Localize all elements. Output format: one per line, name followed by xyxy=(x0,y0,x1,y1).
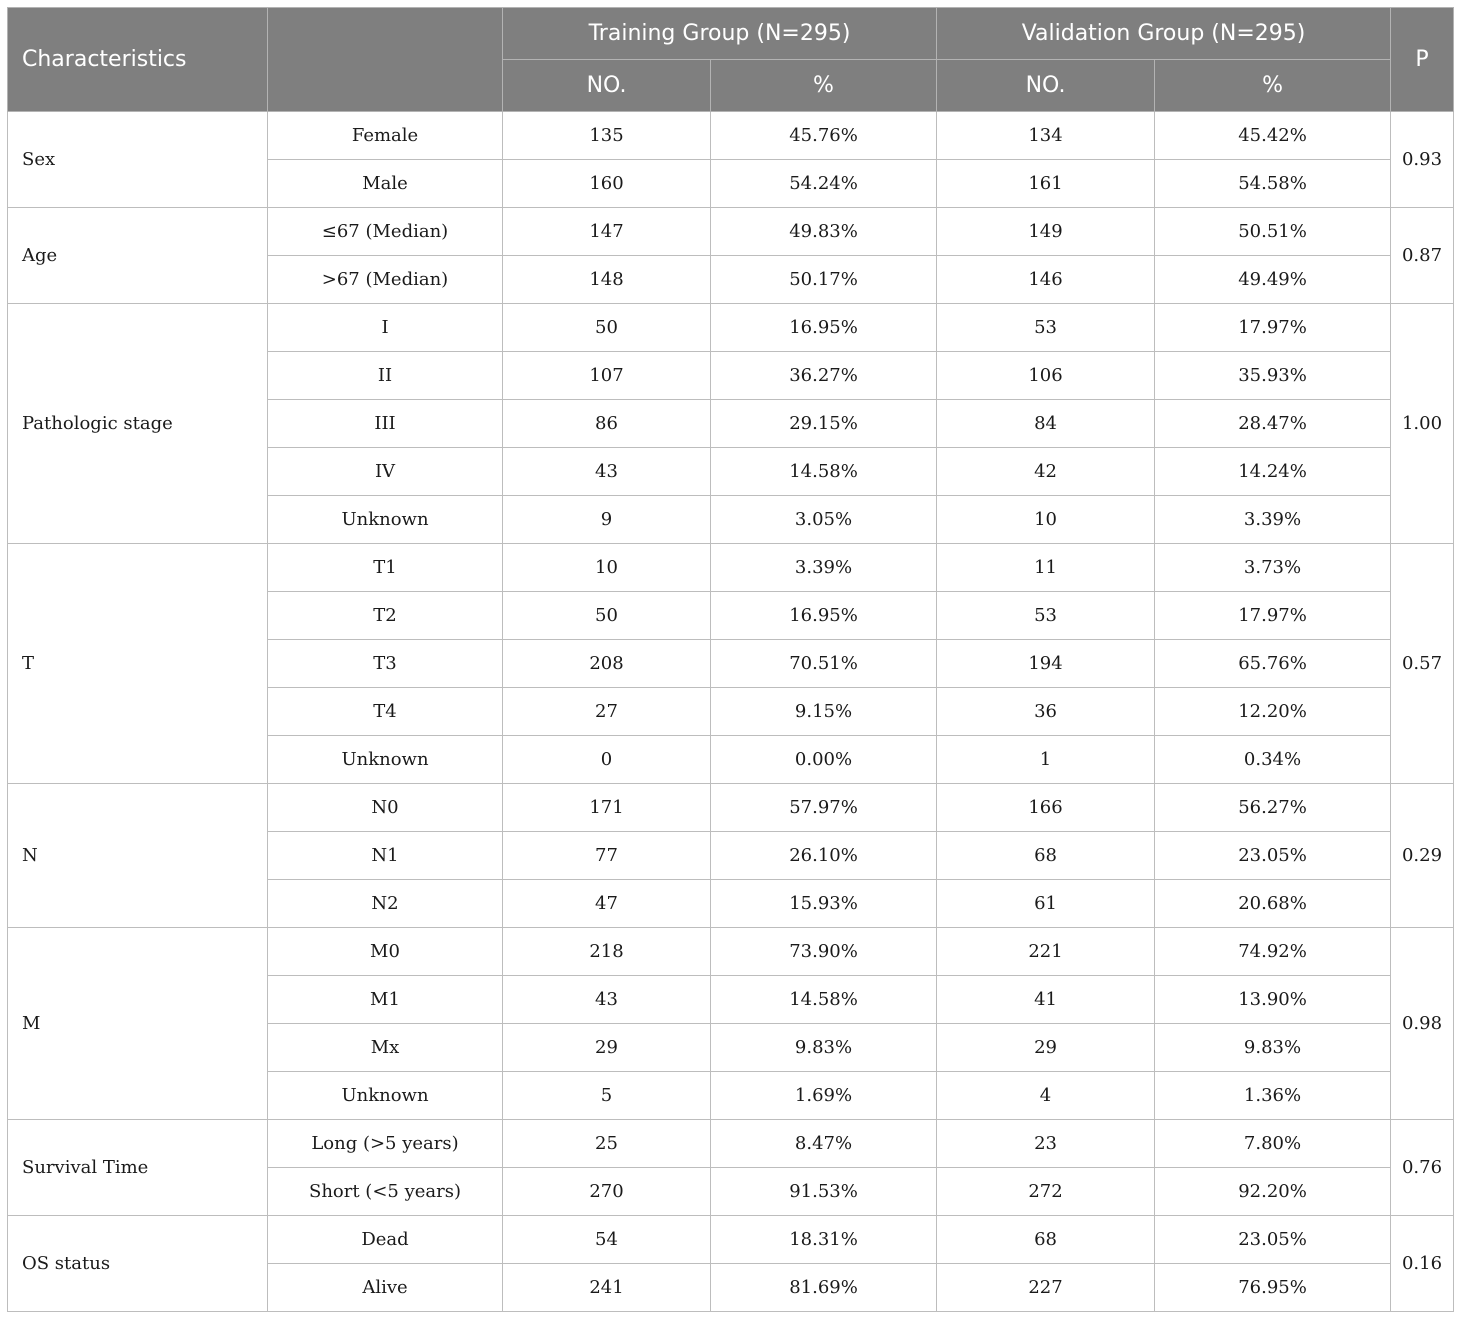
p-value: 0.98 xyxy=(1391,928,1454,1120)
training-no: 77 xyxy=(503,832,711,880)
validation-no: 11 xyxy=(937,544,1155,592)
header-blank xyxy=(268,8,503,112)
category-label: Mx xyxy=(268,1024,503,1072)
category-label: N2 xyxy=(268,880,503,928)
category-label: M1 xyxy=(268,976,503,1024)
category-label: Short (<5 years) xyxy=(268,1168,503,1216)
training-no: 47 xyxy=(503,880,711,928)
validation-no: 10 xyxy=(937,496,1155,544)
p-value: 0.76 xyxy=(1391,1120,1454,1216)
training-pct: 16.95% xyxy=(711,592,937,640)
training-pct: 91.53% xyxy=(711,1168,937,1216)
category-label: Unknown xyxy=(268,736,503,784)
p-value: 0.16 xyxy=(1391,1216,1454,1312)
validation-pct: 17.97% xyxy=(1155,592,1391,640)
training-pct: 3.05% xyxy=(711,496,937,544)
validation-pct: 65.76% xyxy=(1155,640,1391,688)
header-p: P xyxy=(1391,8,1454,112)
validation-no: 1 xyxy=(937,736,1155,784)
table-header xyxy=(8,8,1454,112)
validation-no: 146 xyxy=(937,256,1155,304)
category-label: T4 xyxy=(268,688,503,736)
characteristic-name: Survival Time xyxy=(8,1120,268,1216)
category-label: Unknown xyxy=(268,496,503,544)
table-row xyxy=(8,208,1454,256)
category-label: N1 xyxy=(268,832,503,880)
validation-pct: 28.47% xyxy=(1155,400,1391,448)
validation-pct: 7.80% xyxy=(1155,1120,1391,1168)
header-training-no: NO. xyxy=(503,60,711,112)
validation-pct: 35.93% xyxy=(1155,352,1391,400)
training-no: 86 xyxy=(503,400,711,448)
validation-no: 29 xyxy=(937,1024,1155,1072)
validation-no: 4 xyxy=(937,1072,1155,1120)
training-pct: 36.27% xyxy=(711,352,937,400)
validation-pct: 1.36% xyxy=(1155,1072,1391,1120)
validation-pct: 92.20% xyxy=(1155,1168,1391,1216)
training-pct: 54.24% xyxy=(711,160,937,208)
validation-no: 221 xyxy=(937,928,1155,976)
category-label: Long (>5 years) xyxy=(268,1120,503,1168)
category-label: IV xyxy=(268,448,503,496)
training-pct: 14.58% xyxy=(711,448,937,496)
validation-no: 134 xyxy=(937,112,1155,160)
header-validation-no: NO. xyxy=(937,60,1155,112)
validation-pct: 9.83% xyxy=(1155,1024,1391,1072)
validation-pct: 74.92% xyxy=(1155,928,1391,976)
category-label: ≤67 (Median) xyxy=(268,208,503,256)
training-pct: 14.58% xyxy=(711,976,937,1024)
training-pct: 16.95% xyxy=(711,304,937,352)
validation-pct: 23.05% xyxy=(1155,1216,1391,1264)
characteristic-name: OS status xyxy=(8,1216,268,1312)
training-no: 43 xyxy=(503,448,711,496)
category-label: T1 xyxy=(268,544,503,592)
validation-no: 53 xyxy=(937,304,1155,352)
category-label: Unknown xyxy=(268,1072,503,1120)
validation-no: 42 xyxy=(937,448,1155,496)
validation-pct: 56.27% xyxy=(1155,784,1391,832)
header-training-pct: % xyxy=(711,60,937,112)
header-characteristics: Characteristics xyxy=(8,8,268,112)
table-row xyxy=(8,1216,1454,1264)
validation-no: 227 xyxy=(937,1264,1155,1312)
validation-pct: 76.95% xyxy=(1155,1264,1391,1312)
training-pct: 70.51% xyxy=(711,640,937,688)
training-pct: 29.15% xyxy=(711,400,937,448)
training-no: 208 xyxy=(503,640,711,688)
p-value: 0.87 xyxy=(1391,208,1454,304)
training-pct: 0.00% xyxy=(711,736,937,784)
validation-pct: 23.05% xyxy=(1155,832,1391,880)
category-label: II xyxy=(268,352,503,400)
validation-pct: 45.42% xyxy=(1155,112,1391,160)
training-pct: 26.10% xyxy=(711,832,937,880)
validation-no: 68 xyxy=(937,1216,1155,1264)
training-no: 270 xyxy=(503,1168,711,1216)
validation-no: 41 xyxy=(937,976,1155,1024)
table-row xyxy=(8,1120,1454,1168)
training-pct: 57.97% xyxy=(711,784,937,832)
validation-pct: 14.24% xyxy=(1155,448,1391,496)
training-no: 29 xyxy=(503,1024,711,1072)
category-label: Female xyxy=(268,112,503,160)
characteristic-name: Pathologic stage xyxy=(8,304,268,544)
validation-no: 23 xyxy=(937,1120,1155,1168)
p-value: 0.57 xyxy=(1391,544,1454,784)
table-body xyxy=(8,112,1454,1312)
characteristic-name: Sex xyxy=(8,112,268,208)
training-no: 148 xyxy=(503,256,711,304)
training-no: 50 xyxy=(503,592,711,640)
category-label: III xyxy=(268,400,503,448)
header-validation-pct: % xyxy=(1155,60,1391,112)
training-no: 171 xyxy=(503,784,711,832)
table-row xyxy=(8,112,1454,160)
training-no: 107 xyxy=(503,352,711,400)
validation-no: 53 xyxy=(937,592,1155,640)
category-label: Alive xyxy=(268,1264,503,1312)
training-pct: 49.83% xyxy=(711,208,937,256)
validation-pct: 3.73% xyxy=(1155,544,1391,592)
training-no: 27 xyxy=(503,688,711,736)
category-label: >67 (Median) xyxy=(268,256,503,304)
training-pct: 50.17% xyxy=(711,256,937,304)
validation-pct: 12.20% xyxy=(1155,688,1391,736)
training-no: 54 xyxy=(503,1216,711,1264)
p-value: 0.29 xyxy=(1391,784,1454,928)
header-training-group: Training Group (N=295) xyxy=(503,8,937,60)
validation-pct: 3.39% xyxy=(1155,496,1391,544)
table-row xyxy=(8,784,1454,832)
training-pct: 8.47% xyxy=(711,1120,937,1168)
validation-no: 166 xyxy=(937,784,1155,832)
category-label: Dead xyxy=(268,1216,503,1264)
header-validation-group: Validation Group (N=295) xyxy=(937,8,1391,60)
validation-pct: 54.58% xyxy=(1155,160,1391,208)
characteristic-name: T xyxy=(8,544,268,784)
training-no: 160 xyxy=(503,160,711,208)
validation-pct: 50.51% xyxy=(1155,208,1391,256)
table-row xyxy=(8,304,1454,352)
table-row xyxy=(8,928,1454,976)
validation-no: 161 xyxy=(937,160,1155,208)
category-label: I xyxy=(268,304,503,352)
training-no: 43 xyxy=(503,976,711,1024)
training-pct: 3.39% xyxy=(711,544,937,592)
training-no: 5 xyxy=(503,1072,711,1120)
training-pct: 81.69% xyxy=(711,1264,937,1312)
training-no: 147 xyxy=(503,208,711,256)
training-no: 25 xyxy=(503,1120,711,1168)
category-label: Male xyxy=(268,160,503,208)
training-no: 50 xyxy=(503,304,711,352)
validation-pct: 20.68% xyxy=(1155,880,1391,928)
validation-pct: 17.97% xyxy=(1155,304,1391,352)
characteristic-name: Age xyxy=(8,208,268,304)
validation-no: 84 xyxy=(937,400,1155,448)
category-label: T2 xyxy=(268,592,503,640)
validation-no: 194 xyxy=(937,640,1155,688)
p-value: 0.93 xyxy=(1391,112,1454,208)
training-no: 218 xyxy=(503,928,711,976)
category-label: N0 xyxy=(268,784,503,832)
training-pct: 15.93% xyxy=(711,880,937,928)
training-pct: 18.31% xyxy=(711,1216,937,1264)
training-no: 135 xyxy=(503,112,711,160)
validation-pct: 49.49% xyxy=(1155,256,1391,304)
validation-no: 68 xyxy=(937,832,1155,880)
validation-no: 106 xyxy=(937,352,1155,400)
validation-no: 61 xyxy=(937,880,1155,928)
training-no: 0 xyxy=(503,736,711,784)
training-no: 241 xyxy=(503,1264,711,1312)
training-pct: 1.69% xyxy=(711,1072,937,1120)
training-pct: 73.90% xyxy=(711,928,937,976)
training-pct: 45.76% xyxy=(711,112,937,160)
training-pct: 9.83% xyxy=(711,1024,937,1072)
training-no: 9 xyxy=(503,496,711,544)
validation-no: 149 xyxy=(937,208,1155,256)
header-row-1 xyxy=(8,8,1454,60)
category-label: M0 xyxy=(268,928,503,976)
validation-no: 272 xyxy=(937,1168,1155,1216)
validation-no: 36 xyxy=(937,688,1155,736)
validation-pct: 0.34% xyxy=(1155,736,1391,784)
characteristic-name: N xyxy=(8,784,268,928)
p-value: 1.00 xyxy=(1391,304,1454,544)
validation-pct: 13.90% xyxy=(1155,976,1391,1024)
characteristics-table xyxy=(7,7,1454,1312)
table-row xyxy=(8,544,1454,592)
characteristic-name: M xyxy=(8,928,268,1120)
training-pct: 9.15% xyxy=(711,688,937,736)
training-no: 10 xyxy=(503,544,711,592)
category-label: T3 xyxy=(268,640,503,688)
